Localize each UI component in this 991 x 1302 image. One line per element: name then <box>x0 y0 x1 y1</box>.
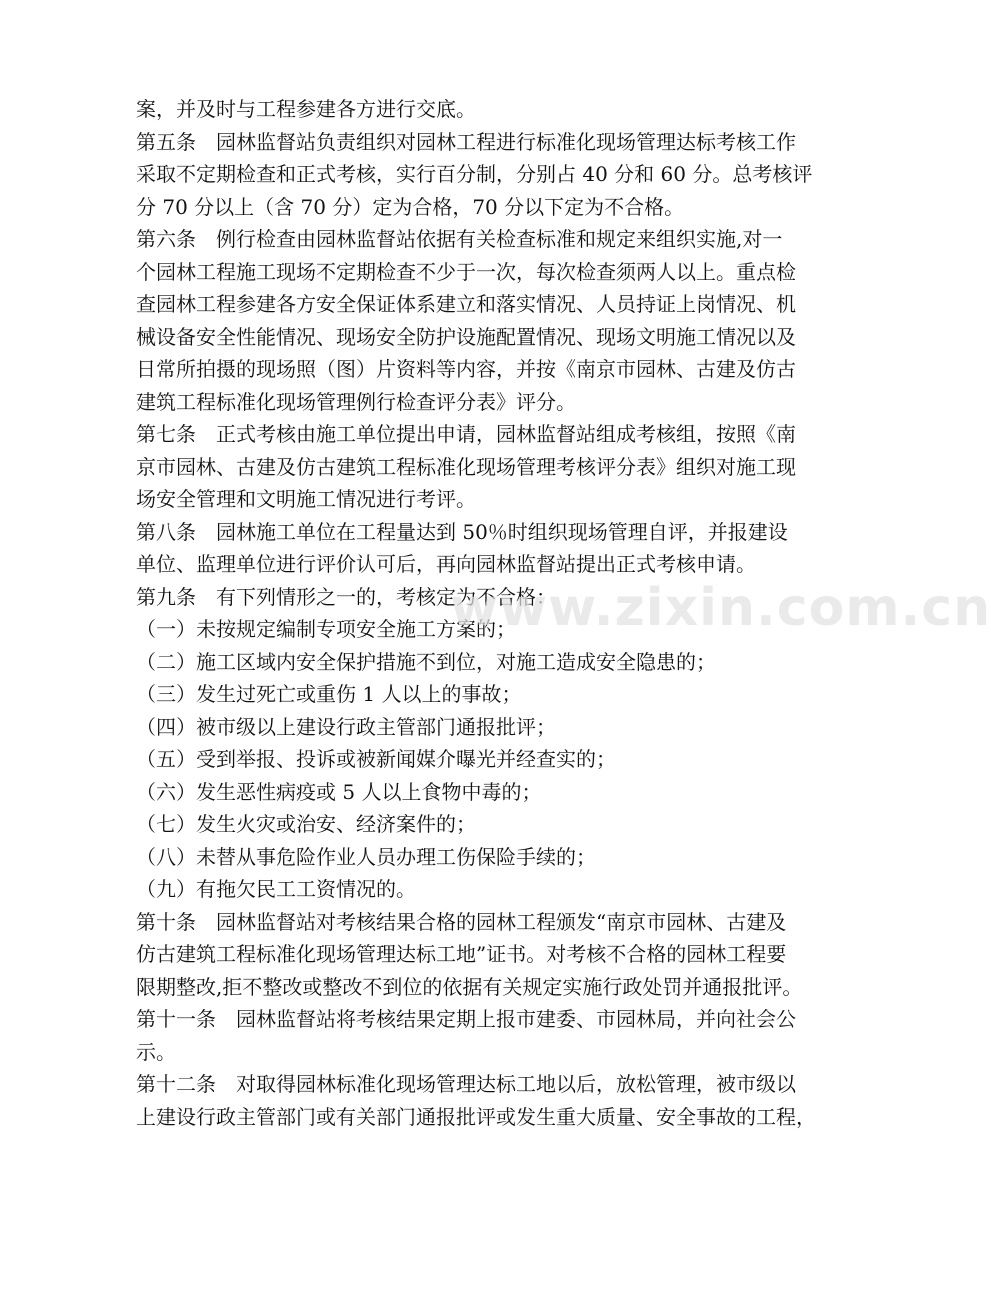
text-line: 第八条 园林施工单位在工程量达到 50％时组织现场管理自评，并报建设 <box>136 519 788 544</box>
text-line: （五）受到举报、投诉或被新闻媒介曝光并经查实的； <box>136 747 616 771</box>
text-line: 械设备安全性能情况、现场安全防护设施配置情况、现场文明施工情况以及 <box>136 324 796 349</box>
text-line: 查园林工程参建各方安全保证体系建立和落实情况、人员持证上岗情况、机 <box>136 292 796 316</box>
text-line: 示。 <box>136 1039 176 1064</box>
text-line: （三）发生过死亡或重伤 1 人以上的事故； <box>136 682 522 706</box>
text-line: （四）被市级以上建设行政主管部门通报批评； <box>136 714 556 739</box>
text-line: 场安全管理和文明施工情况进行考评。 <box>136 487 476 511</box>
text-line: （七）发生火灾或治安、经济案件的； <box>136 812 476 836</box>
text-line: 分 70 分以上（含 70 分）定为合格，70 分以下定为不合格。 <box>136 194 685 219</box>
text-line: 限期整改,拒不整改或整改不到位的依据有关规定实施行政处罚并通报批评。 <box>136 974 803 999</box>
text-line: 上建设行政主管部门或有关部门通报批评或发生重大质量、安全事故的工程， <box>136 1104 816 1129</box>
text-line: 案，并及时与工程参建各方进行交底。 <box>136 97 476 121</box>
text-line: 采取不定期检查和正式考核，实行百分制，分别占 40 分和 60 分。总考核评 <box>136 162 813 186</box>
text-line: （九）有拖欠民工工资情况的。 <box>136 877 416 901</box>
text-line: 日常所拍摄的现场照（图）片资料等内容，并按《南京市园林、古建及仿古 <box>136 357 796 381</box>
text-line: （一）未按规定编制专项安全施工方案的； <box>136 617 516 641</box>
text-line: 单位、监理单位进行评价认可后，再向园林监督站提出正式考核申请。 <box>136 552 756 576</box>
text-line: 第九条 有下列情形之一的，考核定为不合格： <box>136 584 556 609</box>
text-line: 仿古建筑工程标准化现场管理达标工地”证书。对考核不合格的园林工程要 <box>136 942 787 966</box>
text-line: 第六条 例行检查由园林监督站依据有关检查标准和规定来组织实施,对一 <box>136 227 783 251</box>
text-line: （六）发生恶性病疫或 5 人以上食物中毒的； <box>136 779 542 804</box>
text-line: 第十二条 对取得园林标准化现场管理达标工地以后，放松管理，被市级以 <box>136 1072 796 1096</box>
text-line: （二）施工区域内安全保护措施不到位，对施工造成安全隐患的； <box>136 649 716 674</box>
text-line: 第七条 正式考核由施工单位提出申请，园林监督站组成考核组，按照《南 <box>136 422 796 446</box>
text-line: （八）未替从事危险作业人员办理工伤保险手续的； <box>136 844 596 869</box>
watermark: www.zixin.com.cn <box>450 578 991 638</box>
text-line: 京市园林、古建及仿古建筑工程标准化现场管理考核评分表》组织对施工现 <box>136 454 796 479</box>
text-line: 第十一条 园林监督站将考核结果定期上报市建委、市园林局，并向社会公 <box>136 1007 796 1031</box>
text-line: 个园林工程施工现场不定期检查不少于一次，每次检查须两人以上。重点检 <box>136 259 796 284</box>
text-line: 第五条 园林监督站负责组织对园林工程进行标准化现场管理达标考核工作 <box>136 129 796 154</box>
text-line: 第十条 园林监督站对考核结果合格的园林工程颁发“南京市园林、古建及 <box>136 909 787 934</box>
document-body <box>136 93 856 1133</box>
text-line: 建筑工程标准化现场管理例行检查评分表》评分。 <box>136 389 576 414</box>
